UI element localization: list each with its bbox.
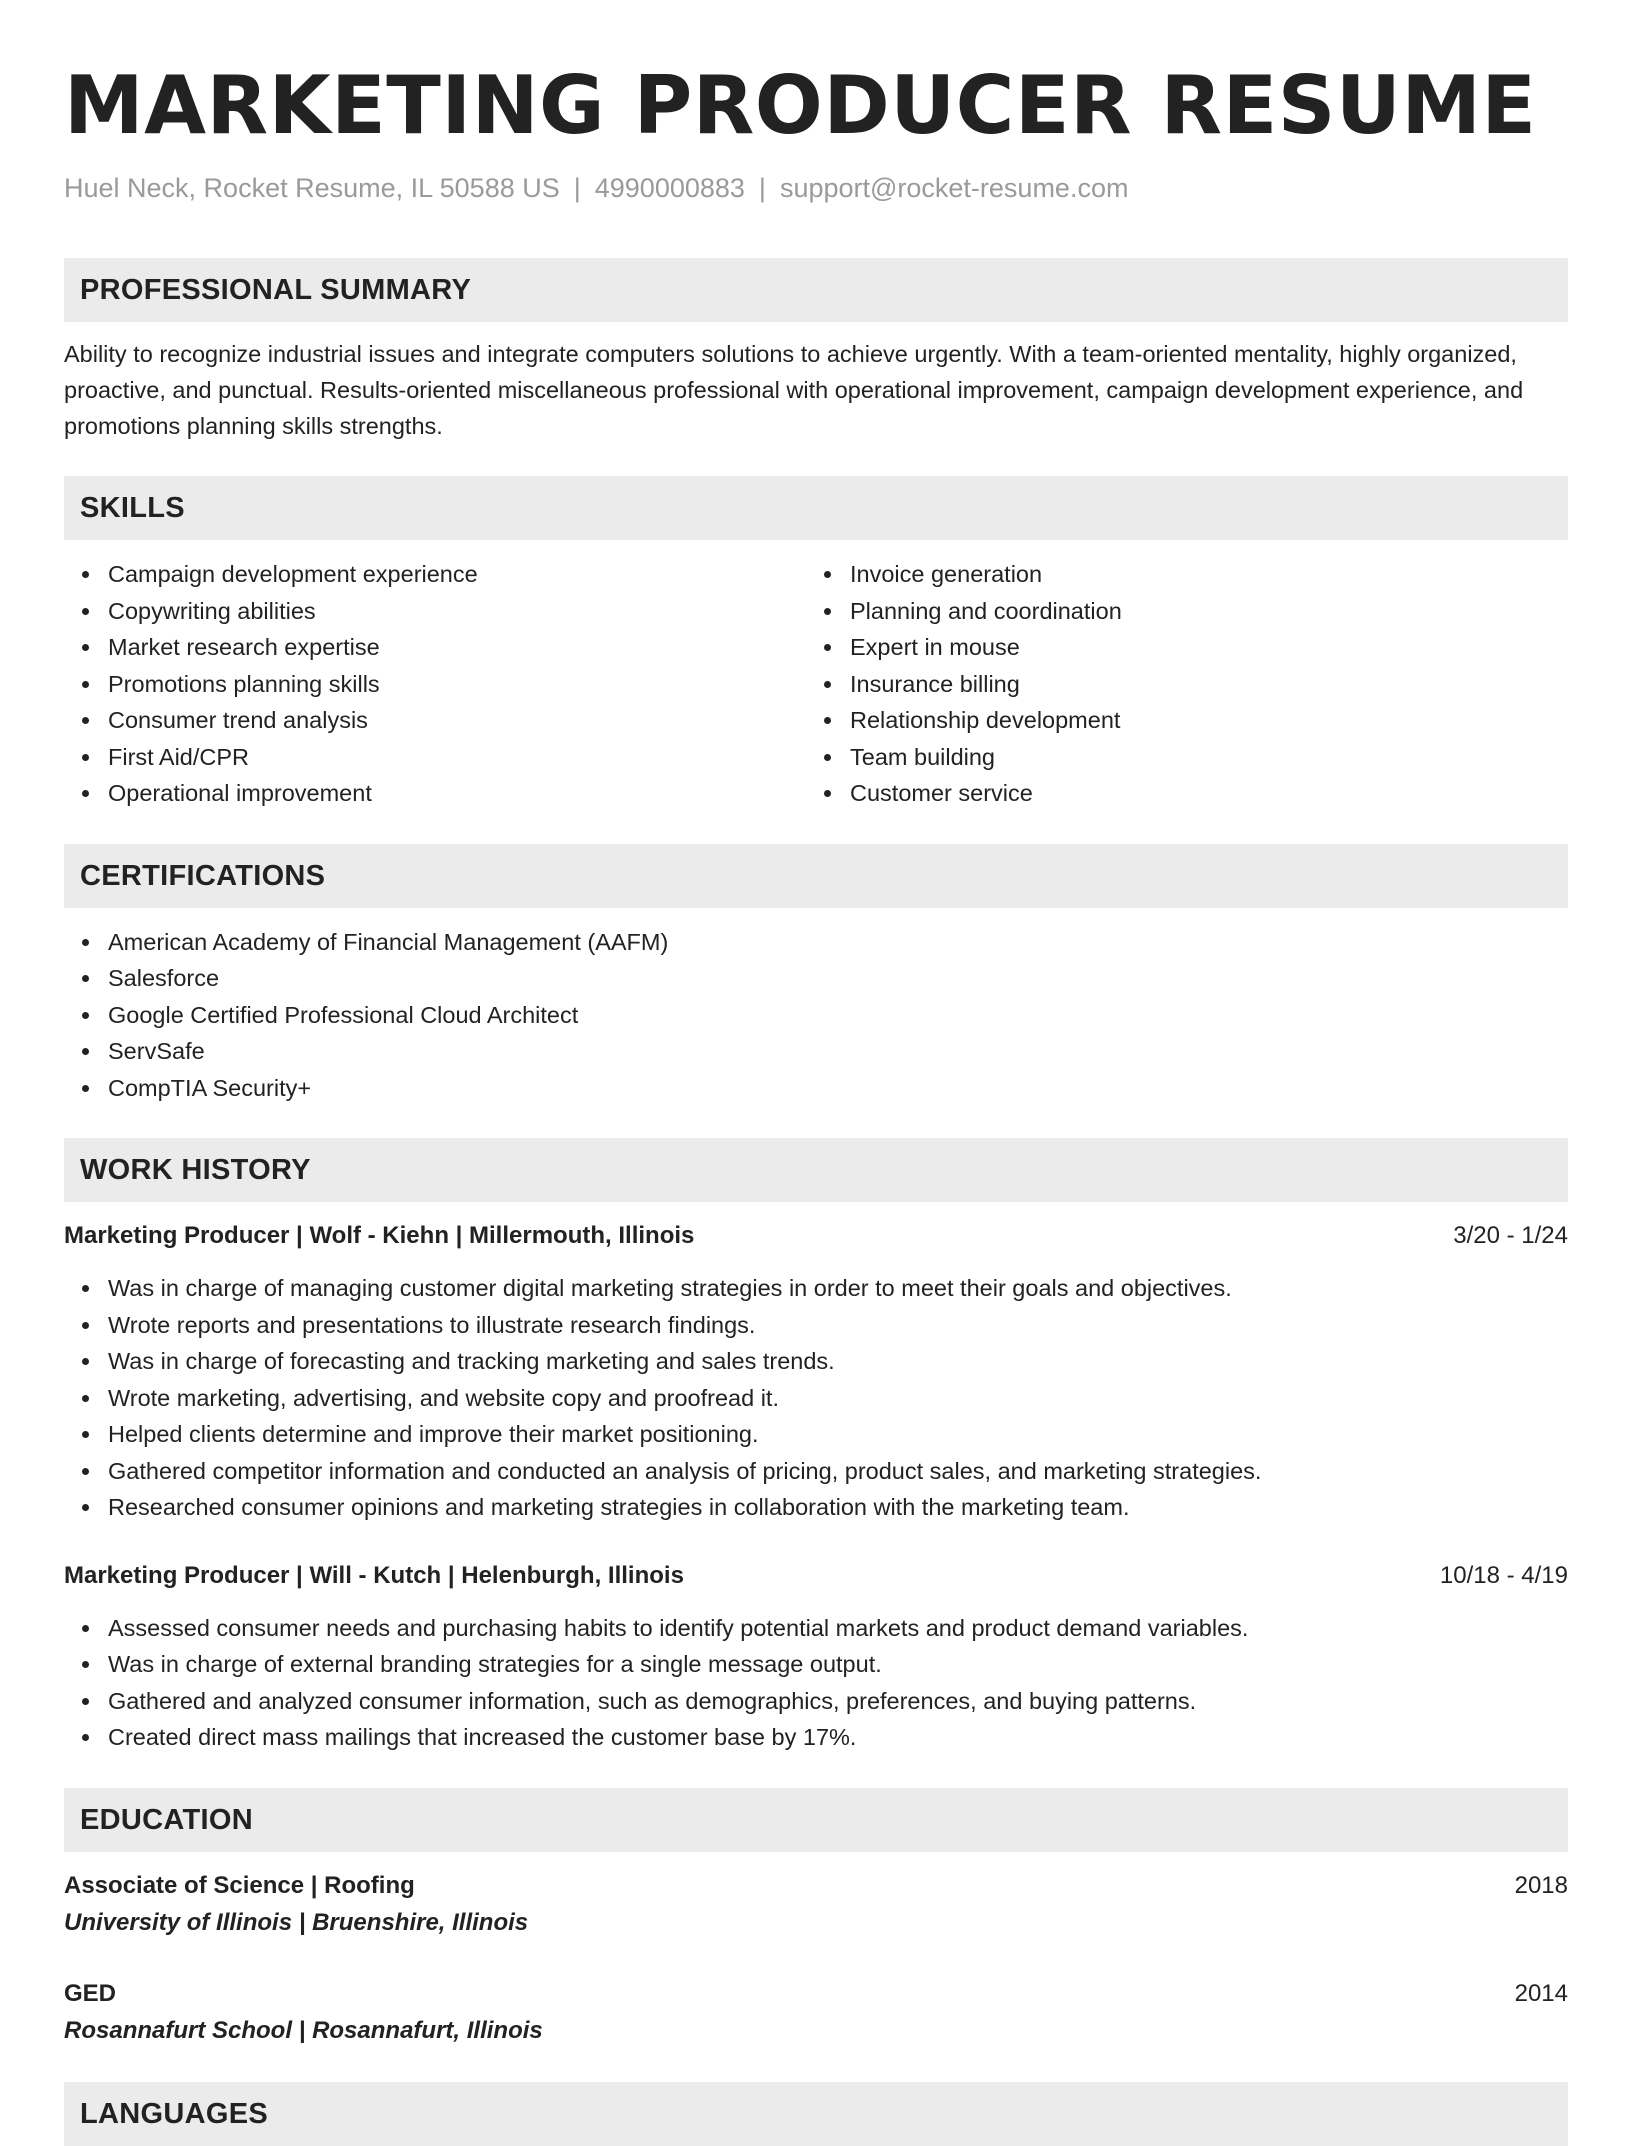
summary-heading: PROFESSIONAL SUMMARY [64, 258, 1568, 322]
job-dates: 10/18 - 4/19 [1439, 1561, 1568, 1589]
education-degree: Associate of Science | Roofing [64, 1871, 415, 1899]
job-header [64, 1558, 1568, 1594]
job-dates: 3/20 - 1/24 [1453, 1222, 1568, 1249]
job-bullet: Wrote marketing, advertising, and website copy and proofread it. [64, 1380, 1568, 1417]
job-bullet: Was in charge of forecasting and tracking marketing and sales trends. [64, 1343, 1568, 1380]
certification-item: CompTIA Security+ [64, 1070, 1568, 1107]
job-bullet: Was in charge of external branding strategies for a single message output. [64, 1646, 1568, 1683]
skill-item: Promotions planning skills [64, 666, 806, 703]
job-bullet: Gathered competitor information and conducted an analysis of pricing, product sales, and marketing strategies. [64, 1453, 1568, 1490]
skill-item: Consumer trend analysis [64, 702, 806, 739]
job-bullet-list [64, 1610, 1568, 1756]
job-bullet: Researched consumer opinions and marketing strategies in collaboration with the marketing team. [64, 1489, 1568, 1526]
job-header [64, 1218, 1568, 1254]
skills-list-right [806, 556, 1548, 812]
education-year: 2018 [1514, 1871, 1568, 1899]
skill-item: Operational improvement [64, 775, 806, 812]
certification-item: Salesforce [64, 960, 1568, 997]
contact-line [64, 170, 1568, 206]
job-bullet-list [64, 1270, 1568, 1526]
education-school: Rosannafurt School | Rosannafurt, Illinois [64, 2016, 543, 2044]
languages-heading: LANGUAGES [64, 2082, 1568, 2146]
job-bullet: Gathered and analyzed consumer information, such as demographics, preferences, and buying patterns. [64, 1683, 1568, 1720]
education-heading: EDUCATION [64, 1788, 1568, 1852]
skill-item: Copywriting abilities [64, 593, 806, 630]
education-header [64, 1976, 1568, 2012]
job-title: Marketing Producer | Will - Kutch | Helenburgh, Illinois [64, 1561, 684, 1589]
job-bullet: Was in charge of managing customer digital marketing strategies in order to meet their goals and objectives. [64, 1270, 1568, 1307]
skill-item: Market research expertise [64, 629, 806, 666]
education-school: University of Illinois | Bruenshire, Illinois [64, 1908, 529, 1936]
job-title: Marketing Producer | Wolf - Kiehn | Millermouth, Illinois [64, 1222, 695, 1249]
skill-item: Campaign development experience [64, 556, 806, 593]
certification-item: Google Certified Professional Cloud Architect [64, 997, 1568, 1034]
certification-item: ServSafe [64, 1033, 1568, 1070]
skill-item: Planning and coordination [806, 593, 1548, 630]
page-title: MARKETING PRODUCER RESUME [64, 59, 1537, 152]
education-degree: GED [64, 1979, 117, 2007]
contact-address: Huel Neck, Rocket Resume, IL 50588 US [64, 173, 560, 203]
job-bullet: Wrote reports and presentations to illustrate research findings. [64, 1307, 1568, 1344]
certification-item: American Academy of Financial Management (AAFM) [64, 924, 1568, 961]
skill-item: Insurance billing [806, 666, 1548, 703]
education-year: 2014 [1514, 1979, 1568, 2007]
skills-heading: SKILLS [64, 476, 1568, 540]
skill-item: Invoice generation [806, 556, 1548, 593]
skill-item: Expert in mouse [806, 629, 1548, 666]
skills-list-left [64, 556, 806, 812]
contact-separator: | [758, 173, 766, 203]
job-bullet: Created direct mass mailings that increased the customer base by 17%. [64, 1719, 1568, 1756]
certifications-list [64, 924, 1568, 1107]
contact-email: support@rocket-resume.com [779, 173, 1129, 203]
skill-item: Team building [806, 739, 1548, 776]
contact-separator: | [573, 173, 581, 203]
skill-item: Relationship development [806, 702, 1548, 739]
summary-text: Ability to recognize industrial issues and integrate computers solutions to achieve urgently. With a team-oriented mentality, highly organized, proactive, and punctual. Results-oriented miscellaneous professional with operational improvement, campaign development experience, and promotions planning skills strengths. [64, 341, 1524, 439]
skill-item: Customer service [806, 775, 1548, 812]
job-bullet: Assessed consumer needs and purchasing habits to identify potential markets and product demand variables. [64, 1610, 1568, 1647]
certifications-heading: CERTIFICATIONS [64, 844, 1568, 908]
resume-page [64, 0, 1568, 2146]
education-header [64, 1868, 1568, 1904]
job-bullet: Helped clients determine and improve their market positioning. [64, 1416, 1568, 1453]
work-history-heading: WORK HISTORY [64, 1138, 1568, 1202]
skills-columns [64, 540, 1568, 812]
skill-item: First Aid/CPR [64, 739, 806, 776]
contact-phone: 4990000883 [594, 173, 745, 203]
